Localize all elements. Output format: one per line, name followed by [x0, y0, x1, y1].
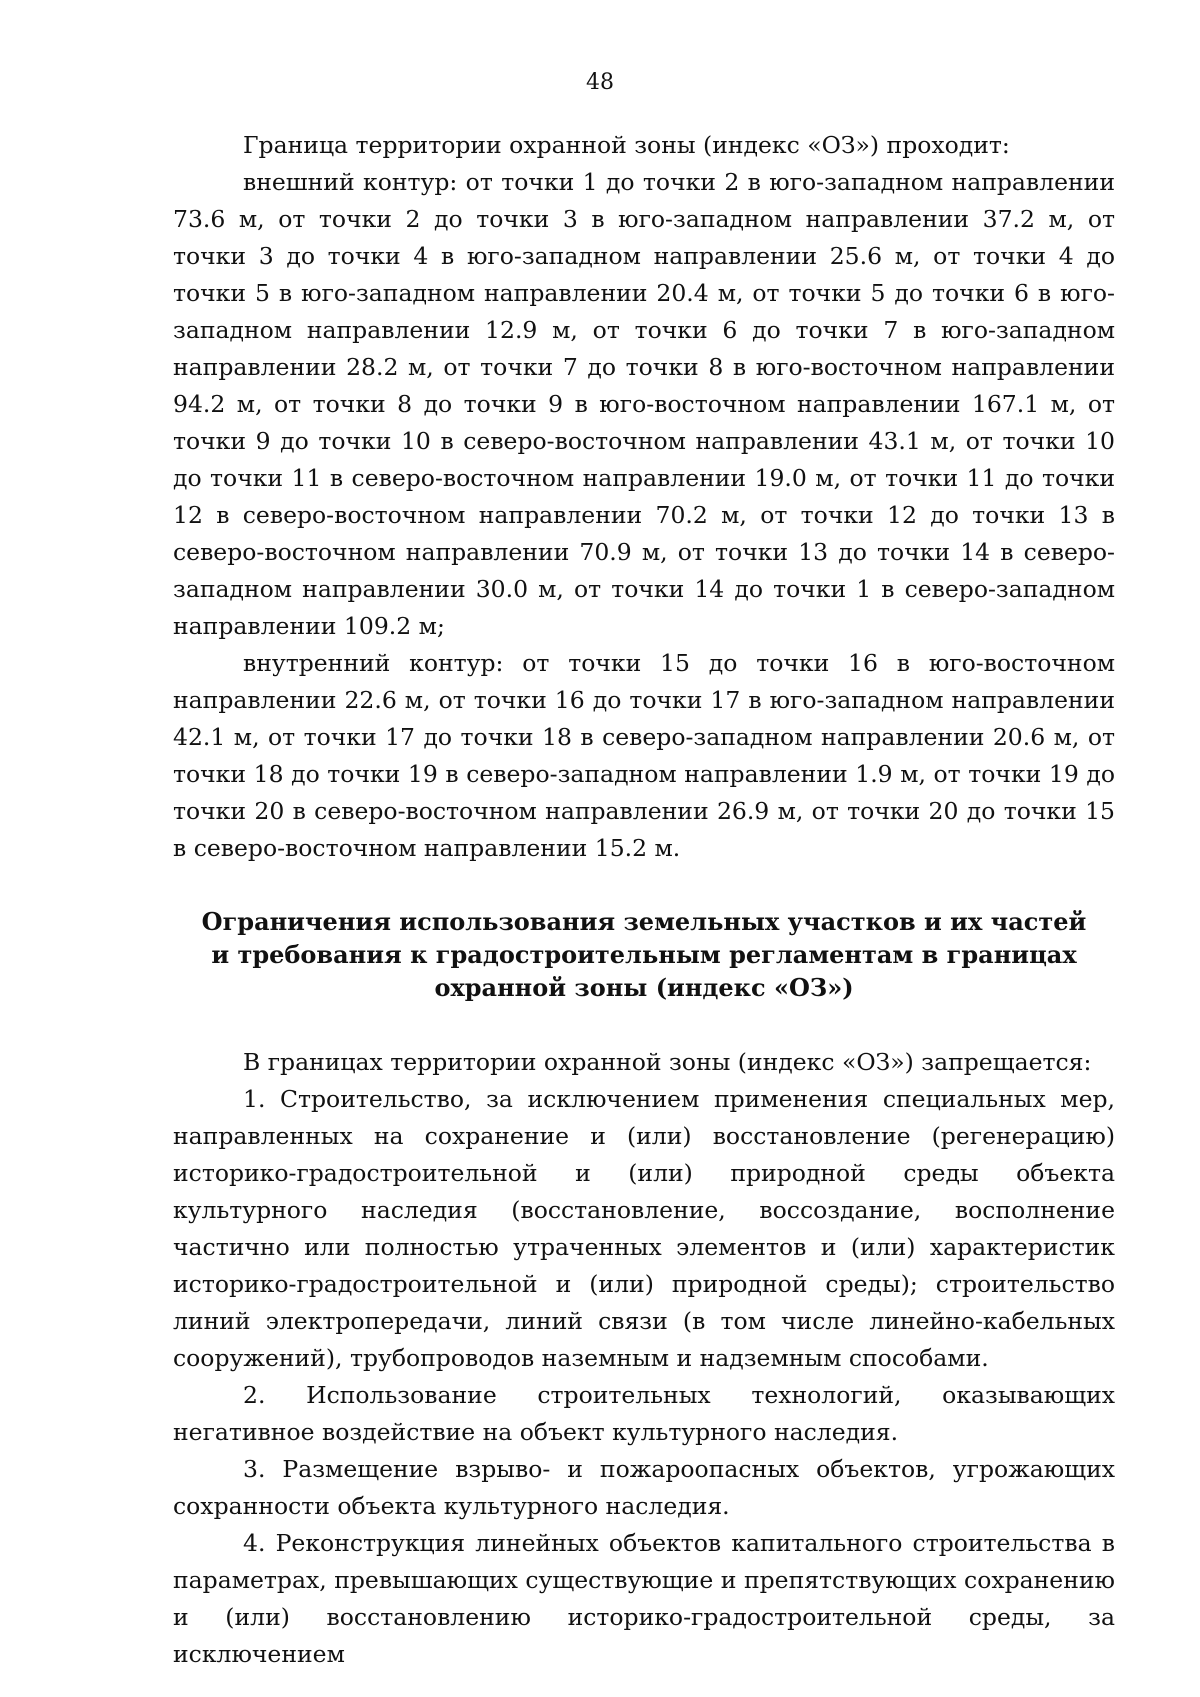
prohibition-item-3: 3. Размещение взрыво- и пожароопасных объектов, угрожающих сохранности объекта культурного наследия. — [173, 1455, 1115, 1520]
prohibition-item-2: 2. Использование строительных технологий, оказывающих негативное воздействие на объект культурного наследия. — [173, 1381, 1115, 1446]
section-heading-line: и требования к градостроительным регламентам в границах — [211, 940, 1077, 969]
prohibition-item-4: 4. Реконструкция линейных объектов капитального строительства в параметрах, превышающих существующие и препятствующих сохранению и (или) восстановлению историко-градостроительной среды, за исключением — [173, 1529, 1115, 1668]
boundary-intro-paragraph: Граница территории охранной зоны (индекс «ОЗ») проходит: — [243, 131, 1010, 159]
section-heading-line: Ограничения использования земельных участков и их частей — [201, 907, 1087, 936]
outer-contour-paragraph: внешний контур: от точки 1 до точки 2 в юго-западном направлении 73.6 м, от точки 2 до точки 3 в юго-западном направлении 37.2 м, от точки 3 до точки 4 в юго-западном направлении 25.6 м, от точки 4 до точки 5 в юго-западном направлении 20.4 м, от точки 5 до точки 6 в юго-западном направлении 12.9 м, от точки 6 до точки 7 в юго-западном направлении 28.2 м, от точки 7 до точки 8 в юго-восточном направлении 94.2 м, от точки 8 до точки 9 в юго-восточном направлении 167.1 м, от точки 9 до точки 10 в северо-восточном направлении 43.1 м, от точки 10 до точки 11 в северо-восточном направлении 19.0 м, от точки 11 до точки 12 в северо-восточном направлении 70.2 м, от точки 12 до точки 13 в северо-восточном направлении 70.9 м, от точки 13 до точки 14 в северо-западном направлении 30.0 м, от точки 14 до точки 1 в северо-западном направлении 109.2 м; — [173, 168, 1115, 640]
prohibitions-intro-paragraph: В границах территории охранной зоны (индекс «ОЗ») запрещается: — [243, 1048, 1092, 1076]
section-heading-line: охранной зоны (индекс «ОЗ») — [434, 973, 854, 1002]
page-number: 48 — [586, 70, 614, 95]
prohibition-item-1: 1. Строительство, за исключением применения специальных мер, направленных на сохранение и (или) восстановление (регенерацию) историко-градостроительной и (или) природной среды объекта культурного наследия (восстановление, воссоздание, восполнение частично или полностью утраченных элементов и (или) характеристик историко-градостроительной и (или) природной среды); строительство линий электропередачи, линий связи (в том числе линейно-кабельных сооружений), трубопроводов наземным и надземным способами. — [173, 1085, 1115, 1372]
section-heading — [173, 905, 1115, 1004]
page-content — [173, 127, 1115, 1673]
inner-contour-paragraph: внутренний контур: от точки 15 до точки 16 в юго-восточном направлении 22.6 м, от точки 16 до точки 17 в юго-западном направлении 42.1 м, от точки 17 до точки 18 в северо-западном направлении 20.6 м, от точки 18 до точки 19 в северо-западном направлении 1.9 м, от точки 19 до точки 20 в северо-восточном направлении 26.9 м, от точки 20 до точки 15 в северо-восточном направлении 15.2 м. — [173, 649, 1115, 862]
